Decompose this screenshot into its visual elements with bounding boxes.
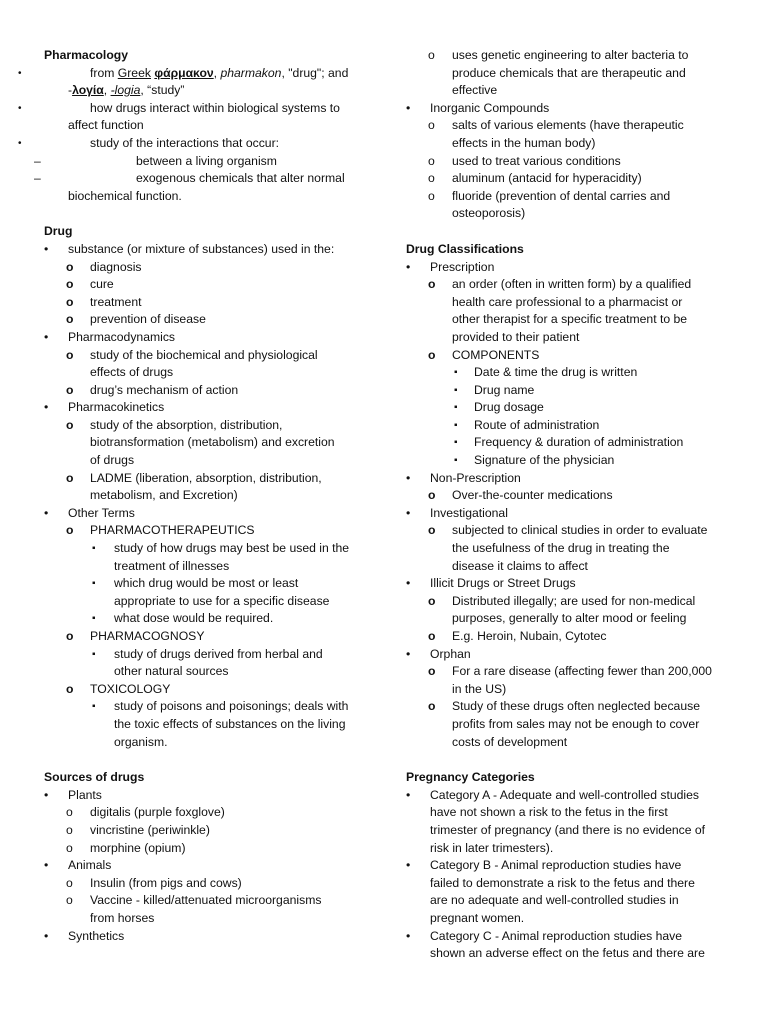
pharmacodynamics-item [44,329,362,347]
text: , [103,83,111,98]
bullet-icon: • [406,259,411,274]
pd-item-line [44,347,362,365]
text: PHARMACOGNOSY [90,629,205,643]
other-terms-item [44,505,362,523]
pregnancy-category-line [406,945,728,963]
genetic-text: uses genetic engineering to alter bacteria to [452,48,689,62]
illicit-item [406,575,728,593]
illicit-text: Distributed illegally; are used for non-medical [452,593,696,608]
pregnancy-category-text: trimester of pregnancy (and there is no evidence of [430,822,706,837]
bullet-icon: • [406,576,411,591]
square-bullet-icon: ▪ [454,402,458,414]
square-bullet-icon: ▪ [92,701,96,713]
pk-item-text: of drugs [90,453,135,468]
text: Prescription [430,259,495,274]
text: Other Terms [68,505,135,520]
illicit-list [406,593,728,646]
pregnancy-category-text: are no adequate and well-controlled studies in [430,893,679,908]
pt-item-line [44,610,362,628]
dot-bullet-icon: • [406,787,411,802]
pharmacology-heading [44,47,362,65]
tx-item-line [44,734,362,752]
bullet-icon: • [44,400,49,415]
orphan-list [406,663,728,751]
tx-item-text: the toxic effects of substances on the living [114,716,346,731]
pregnancy-category-text: shown an adverse effect on the fetus and there are [430,946,705,961]
square-bullet-icon: ▪ [92,578,96,590]
orphan-line [406,698,728,716]
circle-bullet-icon: o [66,294,74,309]
classifications-heading: Drug Classifications [406,241,524,256]
drug-use-text: diagnosis [90,259,142,274]
pk-item-text: study of the absorption, distribution, [90,417,283,432]
tx-item-line [44,698,362,716]
component-text: Route of administration [474,417,600,432]
text: how drugs interact within biological systems to [90,100,340,115]
circle-bullet-icon: o [428,488,436,503]
circle-bullet-icon: o [66,347,74,362]
left-column [18,0,362,945]
drug-heading: Drug [44,224,73,239]
pt-item-line [44,540,362,558]
pk-item-text: biotransformation (metabolism) and excretion [90,435,335,450]
component-line [406,382,728,400]
circle-bullet-icon: o [66,277,74,292]
text: from [90,65,118,80]
right-column [406,0,728,963]
plants-item [44,787,362,805]
pharmacology-line-1b [44,82,362,100]
rx-def-line [406,311,728,329]
animal-line [44,875,362,893]
circle-bullet-icon: o [428,188,435,203]
square-bullet-icon: ▪ [454,367,458,379]
pd-item-text: study of the biochemical and physiological [90,347,318,362]
pharmacognosy-list [44,646,362,681]
orphan-line [406,716,728,734]
inorganic-text: salts of various elements (have therapeutic [452,118,684,133]
illicit-line [406,593,728,611]
nonprescription-item [406,470,728,488]
tx-item-text: organism. [114,734,168,749]
circle-bullet-icon: o [428,347,436,362]
circle-bullet-icon: o [428,629,436,643]
circle-bullet-icon: o [66,822,73,837]
circle-bullet-icon: o [428,277,436,292]
circle-bullet-icon: o [66,523,74,538]
text: Illicit Drugs or Street Drugs [430,576,576,591]
circle-bullet-icon: o [66,259,74,274]
pregnancy-heading: Pregnancy Categories [406,770,535,785]
illicit-line [406,610,728,628]
dot-bullet-icon: • [406,928,411,943]
italic-link[interactable]: -logia [110,83,141,98]
text: TOXICOLOGY [90,681,171,696]
orphan-text: Study of these drugs often neglected because [452,699,700,714]
text: Animals [68,858,112,873]
pregnancy-category-line [406,804,728,822]
component-text: Frequency & duration of administration [474,435,684,450]
pk-item-line [44,487,362,505]
synthetics-item [44,928,362,946]
text: exogenous chemicals that alter normal [136,171,345,186]
inorganic-text: used to treat various conditions [452,153,621,168]
animal-line [44,892,362,910]
square-bullet-icon: ▪ [454,437,458,449]
orphan-line [406,681,728,699]
inorganic-line [406,205,728,223]
drug-use-line [44,259,362,277]
drug-intro [44,241,362,259]
text: Plants [68,787,102,802]
square-bullet-icon: ▪ [92,613,96,625]
inorganic-line [406,153,728,171]
pg-item-text: study of drugs derived from herbal and [114,646,323,661]
inorganic-text: aluminum (antacid for hyperacidity) [452,171,642,186]
bullet-icon: • [44,505,49,520]
component-text: Signature of the physician [474,453,615,468]
bullet-icon: • [18,67,22,79]
investigational-line [406,558,728,576]
italic-term: pharmakon [220,65,282,80]
components-item [406,347,728,365]
bullet-icon: • [406,100,411,115]
drug-use-text: treatment [90,294,142,309]
pk-item-line [44,470,362,488]
pregnancy-category-line [406,875,728,893]
bullet-icon: • [406,470,411,485]
plant-line [44,840,362,858]
orphan-text: For a rare disease (affecting fewer than 200,000 [452,664,712,679]
tx-item-text: study of poisons and poisonings; deals with [114,699,349,714]
circle-bullet-icon: o [66,312,74,327]
text: between a living organism [136,153,277,168]
pt-item-text: treatment of illnesses [114,558,230,573]
components-list [406,364,728,470]
component-line [406,452,728,470]
bullet-icon: • [44,241,49,256]
toxicology-list [44,698,362,751]
circle-bullet-icon: o [428,171,435,186]
circle-bullet-icon: o [428,523,436,538]
circle-bullet-icon: o [66,417,74,432]
text: Synthetics [68,928,125,943]
genetic-engineering-item [406,47,728,100]
circle-bullet-icon: o [428,48,435,62]
nonprescription-list [406,487,728,505]
inorganic-text: fluoride (prevention of dental carries and [452,188,671,203]
pt-item-line [44,558,362,576]
pregnancy-category-text: Category A - Adequate and well-controlled studies [430,787,699,802]
plant-line [44,822,362,840]
genetic-line [406,82,728,100]
greek-word-link[interactable]: φάρμακον [154,65,214,80]
pk-item-line [44,434,362,452]
circle-bullet-icon: o [66,470,74,485]
bullet-icon: • [18,137,22,149]
orphan-line [406,734,728,752]
component-line [406,434,728,452]
drug-use-line [44,276,362,294]
inorganic-line [406,188,728,206]
text: , "drug"; and [281,65,349,80]
text: Non-Prescription [430,470,521,485]
pg-item-line [44,646,362,664]
circle-bullet-icon: o [428,153,435,168]
component-line [406,364,728,382]
rx-def-text: provided to their patient [452,329,580,344]
bullet-icon: • [44,329,49,344]
plant-line [44,804,362,822]
pregnancy-category-text: Category C - Animal reproduction studies have [430,928,683,943]
bullet-icon: • [18,102,22,114]
text: COMPONENTS [452,347,540,362]
component-line [406,417,728,435]
pregnancy-category-text: Category B - Animal reproduction studies have [430,858,682,873]
genetic-line [406,65,728,83]
text: PHARMACOTHERAPEUTICS [90,523,255,538]
animals-item [44,857,362,875]
pharmacokinetics-list [44,417,362,505]
text: Orphan [430,646,471,661]
pd-item-line [44,382,362,400]
pregnancy-category-line [406,892,728,910]
pharmacokinetics-item [44,399,362,417]
toxicology-item [44,681,362,699]
text: biochemical function. [68,188,182,203]
investigational-text: subjected to clinical studies in order to evaluate [452,523,708,538]
text: Investigational [430,505,508,520]
inorganic-line [406,170,728,188]
square-bullet-icon: ▪ [92,648,96,660]
rx-def-text: an order (often in written form) by a qualified [452,277,692,292]
pt-item-text: which drug would be most or least [114,576,299,591]
square-bullet-icon: ▪ [454,455,458,467]
text: , [213,65,221,80]
prescription-definition [406,276,728,346]
rx-def-line [406,329,728,347]
component-text: Drug dosage [474,400,544,415]
pharmacology-line-2 [18,100,362,118]
square-bullet-icon: ▪ [92,543,96,555]
heading-text: Pharmacology [44,48,128,62]
pregnancy-category-line [406,822,728,840]
orphan-line [406,663,728,681]
inorganic-line [406,117,728,135]
dash-icon: – [34,171,41,186]
pregnancy-list [406,787,728,963]
tx-item-line [44,716,362,734]
greek-link[interactable]: Greek [117,65,151,80]
bullet-icon: • [44,858,49,873]
rx-def-line [406,276,728,294]
investigational-text: the usefulness of the drug in treating the [452,541,670,556]
pregnancy-category-text: risk in later trimesters). [430,840,554,855]
text: , “study” [140,83,185,98]
square-bullet-icon: ▪ [454,419,458,431]
component-line [406,399,728,417]
bullet-icon: • [44,928,49,943]
circle-bullet-icon: o [66,893,73,908]
pregnancy-category-line [406,857,728,875]
investigational-line [406,540,728,558]
text: Pharmacodynamics [68,329,176,344]
dash-icon: – [34,153,41,168]
illicit-text: E.g. Heroin, Nubain, Cytotec [452,629,607,643]
nonrx-text: Over-the-counter medications [452,488,613,503]
pregnancy-category-text: pregnant women. [430,910,525,925]
investigational-list [406,522,728,575]
pharmacognosy-item [44,628,362,646]
circle-bullet-icon: o [66,875,73,890]
animal-text: from horses [90,910,155,925]
drug-use-text: cure [90,277,114,292]
pregnancy-category-line [406,787,728,805]
pt-item-text: what dose would be required. [114,611,274,626]
drug-use-line [44,311,362,329]
pd-item-line [44,364,362,382]
rx-def-line [406,294,728,312]
inorganic-text: osteoporosis) [452,206,526,221]
bullet-icon: • [406,505,411,520]
pharmacology-line-3 [18,135,362,153]
square-bullet-icon: ▪ [454,384,458,396]
sources-heading: Sources of drugs [44,770,145,785]
pt-item-line [44,593,362,611]
inorganic-item [406,100,728,118]
animal-text: Vaccine - killed/attenuated microorganisms [90,893,322,908]
pg-item-line [44,663,362,681]
pk-item-text: LADME (liberation, absorption, distribution, [90,470,322,485]
orphan-text: profits from sales may not be enough to cover [452,716,700,731]
rx-def-text: other therapist for a specific treatment to be [452,312,688,327]
pk-item-text: metabolism, and Excretion) [90,488,238,503]
text: Inorganic Compounds [430,100,550,115]
animal-line [44,910,362,928]
pharmacotherapeutics-item [44,522,362,540]
genetic-text: effective [452,83,498,98]
pregnancy-category-text: have not shown a risk to the fetus in the first [430,805,668,820]
text: Pharmacokinetics [68,400,165,415]
genetic-line [406,47,728,65]
prescription-item [406,259,728,277]
component-text: Drug name [474,382,535,397]
animals-list [44,875,362,928]
pharmacology-sub-1 [34,153,362,171]
inorganic-list [406,117,728,223]
circle-bullet-icon: o [428,699,436,714]
pharmacodynamics-list [44,347,362,400]
pd-item-text: drug’s mechanism of action [90,382,239,397]
bullet-icon: • [44,787,49,802]
orphan-text: in the US) [452,681,507,696]
circle-bullet-icon: o [428,593,436,608]
plant-text: morphine (opium) [90,840,186,855]
greek-word-link[interactable]: λογία [72,83,104,98]
pregnancy-category-line [406,840,728,858]
inorganic-text: effects in the human body) [452,135,596,150]
investigational-text: disease it claims to affect [452,558,588,573]
text: - [68,83,73,98]
bullet-icon: • [406,646,411,661]
pt-item-text: appropriate to use for a specific disease [114,593,330,608]
text: study of the interactions that occur: [90,135,280,150]
pk-item-line [44,417,362,435]
pharmacology-line-1 [18,65,362,83]
dot-bullet-icon: • [406,858,411,873]
component-text: Date & time the drug is written [474,365,638,380]
animal-text: Insulin (from pigs and cows) [90,875,242,890]
plant-text: vincristine (periwinkle) [90,822,210,837]
circle-bullet-icon: o [66,382,74,397]
orphan-item [406,646,728,664]
investigational-line [406,522,728,540]
pregnancy-category-text: failed to demonstrate a risk to the fetus and there [430,875,695,890]
pg-item-text: other natural sources [114,664,229,679]
circle-bullet-icon: o [428,664,436,679]
pharmacology-sub-2 [34,170,362,188]
pt-item-line [44,575,362,593]
circle-bullet-icon: o [66,629,74,643]
text: substance (or mixture of substances) used in the: [68,241,335,256]
illicit-line [406,628,728,646]
nonrx-line [406,487,728,505]
pd-item-text: effects of drugs [90,365,174,380]
pregnancy-category-line [406,910,728,928]
circle-bullet-icon: o [66,805,73,820]
genetic-text: produce chemicals that are therapeutic and [452,65,686,80]
circle-bullet-icon: o [428,118,435,133]
rx-def-text: health care professional to a pharmacist or [452,294,683,309]
investigational-item [406,505,728,523]
pregnancy-category-line [406,928,728,946]
inorganic-line [406,135,728,153]
drug-use-line [44,294,362,312]
illicit-text: purposes, generally to alter mood or feeling [452,611,687,626]
pt-item-text: study of how drugs may best be used in the [114,541,350,556]
text: affect function [68,118,144,133]
plant-text: digitalis (purple foxglove) [90,805,225,820]
orphan-text: costs of development [452,734,568,749]
pharmacotherapeutics-list [44,540,362,628]
plants-list [44,804,362,857]
drug-uses-list [44,259,362,329]
circle-bullet-icon: o [66,681,74,696]
drug-use-text: prevention of disease [90,312,206,327]
pk-item-line [44,452,362,470]
circle-bullet-icon: o [66,840,73,855]
